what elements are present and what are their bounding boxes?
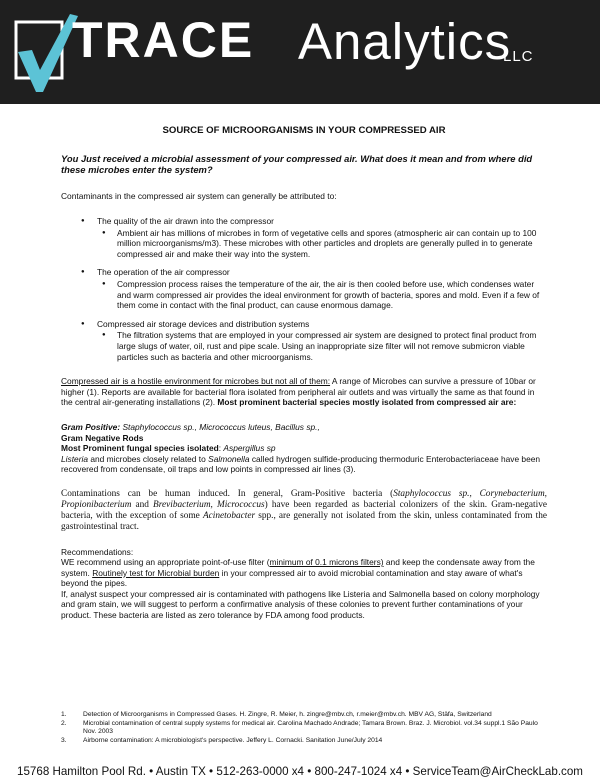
listeria-paragraph: Listeria and microbes closely related to Salmonella called hydrogen sulfide-producing thermoduric Enterobacteriaceae have been recovered from condensate, oil traps and low points in compressed air lines (3).: [61, 453, 541, 475]
human-induced-paragraph: Contaminations can be human induced. In general, Gram-Positive bacteria (Staphylococcus sp., Corynebacterium, Propionibacterium and Brevibacterium, Micrococcus) have been regarded as bacterial colonizers of the skin. Gram-negative bacteria, with the exception of some Acinetobacter spp., are generally not isolated from the skin, unless contaminated from the gastrointestinal tract.: [61, 488, 547, 532]
fungal-line: Most Prominent fungal species isolated: Aspergillus sp: [61, 443, 276, 454]
list-item: ● The operation of the air compressor ● Compression process raises the temperature of the air, the air is then cooled before use, which condenses water and warm compressed air provides the ideal environment for growth of bacteria, spores and mold. Even if a few of them come in contact with the final product, can cause enormous damage.: [61, 267, 547, 310]
checkmark-logo-icon: [10, 8, 80, 98]
logo-brand: TRACE: [72, 12, 255, 68]
document-body: [61, 126, 547, 621]
list-item: ● Compressed air storage devices and distribution systems ● The filtration systems that are employed in your compressed air system are designed to protect final product from large slugs of water, oil, rust and pipe scale. Using an inappropriate size filter will not remove submicron viable particles such as bacteria and other microorganisms.: [61, 319, 547, 362]
logo-word: Analytics: [298, 13, 512, 70]
footnotes: [61, 711, 547, 746]
list-item: ● The filtration systems that are employed in your compressed air system are designed to protect final product from large slugs of water, oil, rust and pipe scale. Using an inappropriate size filter will not remove submicron viable particles such as bacteria and other microorganisms.: [97, 330, 547, 362]
footnote-item: 3. Airborne contamination: A microbiologist's perspective. Jeffery L. Cornacki. Sanitation June/July 2014: [61, 737, 383, 745]
header-banner: [0, 0, 600, 104]
footnote-item: 2. Microbial contamination of central supply systems for medical air. Carolina Machado Andrade; Tamara Brown. Braz. J. Microbiol. vol.34 suppl.1 São Paulo Nov. 2003: [61, 719, 538, 736]
footnote-item: 1. Detection of Microorganisms in Compressed Gases. H. Zingre, R. Meier, h. zingre@mbv.ch, r.meier@mbv.ch. MBV AG, Stäfa, Switzerland: [61, 711, 492, 718]
gram-negative-line: Gram Negative Rods: [61, 432, 144, 443]
gram-positive-line: Gram Positive: Staphylococcus sp., Micrococcus luteus, Bacillus sp.,: [61, 421, 320, 432]
recommendations-heading: Recommendations:: [61, 546, 134, 557]
list-item: ● Compression process raises the temperature of the air, the air is then cooled before use, which condenses water and warm compressed air provides the ideal environment for growth of bacteria, spores and mold. Even if a few of them come in contact with the final product, can cause enormous damage.: [97, 279, 547, 311]
contaminant-sources-list: [61, 216, 547, 362]
recommendation-filter: WE recommend using an appropriate point-of-use filter (minimum of 0.1 microns filters) and keep the condensate away from the system. Routinely test for Microbial burden in your compressed air to avoid microbial contamination and stay aware of what's beyond the pipes.: [61, 557, 535, 589]
lead-paragraph: Contaminants in the compressed air system can generally be attributed to:: [61, 191, 337, 202]
list-item: ● Ambient air has millions of microbes in form of vegetative cells and spores (atmospheric air can contain up to 100 million microorganisms/m3). These microbes with other particles and droplets are generally pulled in to generate compressed air and make their way into the system.: [97, 228, 547, 260]
logo-suffix: LLC: [503, 48, 534, 65]
contact-footer: 15768 Hamilton Pool Rd. • Austin TX • 512-263-0000 x4 • 800-247-1024 x4 • ServiceTeam@AirCheckLab.com: [17, 765, 583, 778]
list-item: ● The quality of the air drawn into the compressor ● Ambient air has millions of microbes in form of vegetative cells and spores (atmospheric air can contain up to 100 million microorganisms/m3). These microbes with other particles and droplets are generally pulled in to generate compressed air and make their way into the system.: [61, 216, 547, 259]
intro-question: You Just received a microbial assessment of your compressed air. What does it mean and from where did these microbes enter the system?: [61, 152, 533, 175]
recommendation-pathogens: If, analyst suspect your compressed air is contaminated with pathogens like Listeria and Salmonella based on colony morphology and gram stain, we will suggest to perform a confirmative analysis of these colonies to prevent further contaminations of your product. These bacteria are listed as zero tolerance by FDA among food products.: [61, 588, 540, 621]
page-title: SOURCE OF MICROORGANISMS IN YOUR COMPRESSED AIR: [162, 125, 446, 136]
hostile-environment-paragraph: Compressed air is a hostile environment for microbes but not all of them: A range of Microbes can survive a pressure of 10bar or higher (1). Reports are available for bacterial flora isolated from peripheral air outlets and was virtually the same as that found in the central air-generating installations (2). Most prominent bacterial species mostly isolated from compressed air are:: [61, 376, 536, 408]
